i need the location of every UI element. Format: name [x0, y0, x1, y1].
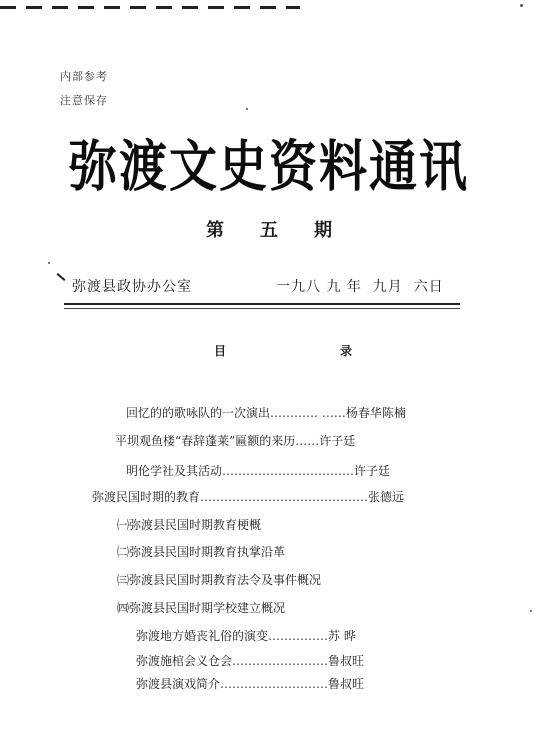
pen-tick-mark: [57, 273, 66, 281]
toc-entry-title: ㈠弥渡县民国时期教育梗概: [117, 518, 262, 532]
toc-subentry: [117, 571, 321, 588]
toc-entry: [126, 404, 406, 421]
scan-speck: [246, 108, 248, 110]
toc-leader-dots: ……………………………………: [200, 490, 369, 504]
toc-heading-right: 录: [340, 344, 353, 358]
toc-leader-dots: ………… ……: [270, 406, 346, 420]
scan-speck: [530, 610, 532, 612]
scan-speck: [520, 4, 523, 7]
toc-entry-author: 苏 晔: [328, 629, 356, 643]
toc-leader-dots: ……………………………: [222, 464, 355, 478]
toc-entry: [115, 432, 355, 449]
toc-leader-dots: ……………: [268, 629, 329, 643]
toc-entry-title: 弥渡县演戏简介: [136, 677, 221, 691]
publisher: 弥渡县政协办公室: [72, 279, 192, 295]
issue-number: 第五期: [206, 220, 368, 241]
toc-heading-left: 目: [214, 344, 227, 358]
toc-subentry: [117, 516, 261, 533]
toc-subentry: [117, 543, 285, 560]
toc-entry: [92, 488, 404, 505]
toc-entry-author: 许子廷: [319, 434, 356, 448]
toc-leader-dots: ……: [295, 434, 320, 448]
publication-title: 弥渡文史资料通讯: [68, 134, 469, 200]
toc-entry-title: ㈣弥渡县民国时期学校建立概况: [117, 601, 286, 615]
toc-entry-author: 鲁叔旺: [328, 677, 365, 691]
toc-entry: [136, 652, 364, 669]
header-divider-thick: [64, 303, 460, 305]
toc-leader-dots: ………………………: [220, 677, 329, 691]
toc-entry-author: 杨春华陈楠: [345, 406, 406, 420]
publication-date: 一九八 九 年 九月 六日: [276, 279, 444, 295]
toc-entry: [136, 627, 356, 644]
toc-entry-title: ㈡弥渡县民国时期教育执掌沿革: [117, 545, 286, 559]
toc-entry-author: 许子廷: [354, 464, 391, 478]
toc-entry-title: 平坝观鱼楼“春辞蓬莱”匾额的来历: [115, 434, 296, 448]
toc-entry-title: 弥渡施棺会义仓会: [136, 654, 233, 668]
header-divider-thin: [64, 308, 460, 309]
toc-entry: [136, 675, 364, 692]
toc-subentry: [117, 599, 285, 616]
preservation-note: 注意保存: [60, 94, 108, 107]
toc-entry-title: 回忆的的歌咏队的一次演出: [126, 406, 271, 420]
toc-entry-title: 明伦学社及其活动: [126, 464, 223, 478]
scan-speck: [48, 262, 50, 264]
toc-leader-dots: ……………………: [232, 654, 329, 668]
toc-entry-title: 弥渡民国时期的教育: [92, 490, 201, 504]
toc-entry-title: 弥渡地方婚丧礼俗的演变: [136, 629, 269, 643]
toc-entry-author: 张德远: [368, 490, 405, 504]
toc-entry-title: ㈢弥渡县民国时期教育法令及事件概况: [117, 573, 322, 587]
top-dashed-border: [0, 6, 300, 9]
toc-entry: [126, 462, 390, 479]
classification-note: 内部参考: [60, 70, 108, 83]
toc-entry-author: 鲁叔旺: [328, 654, 365, 668]
